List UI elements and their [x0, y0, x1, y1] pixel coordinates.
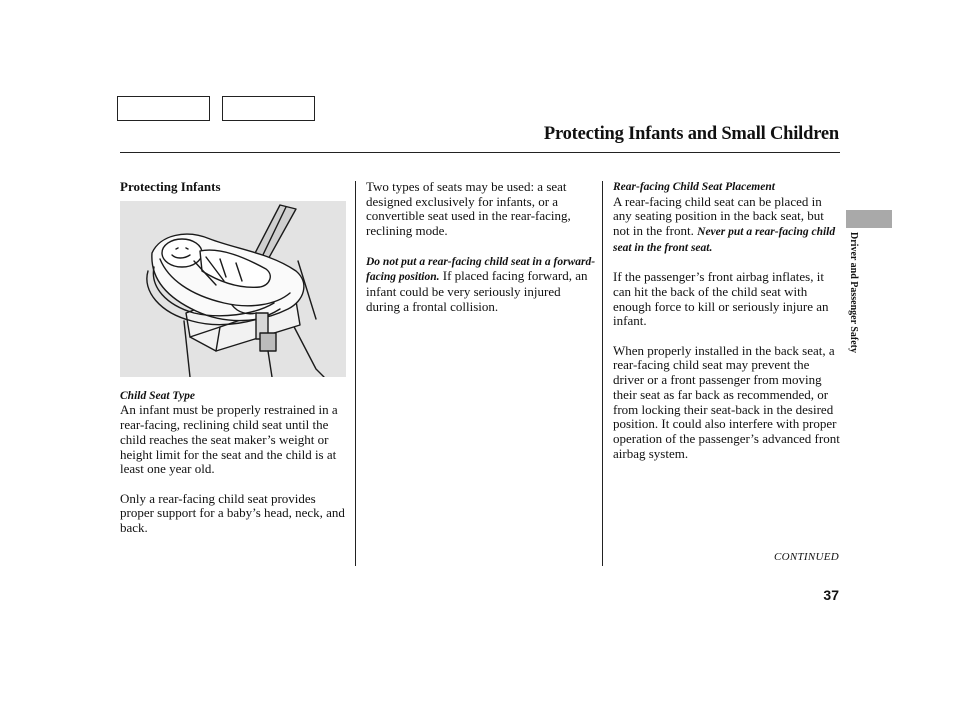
column-3	[613, 180, 841, 476]
paragraph: If the passenger’s front airbag inflates, it can hit the back of the child seat with enough force to kill or seriously injure an infant.	[613, 269, 829, 329]
paragraph: An infant must be properly restrained in a rear-facing, reclining child seat until the child reaches the seat maker’s weight or height limit for the seat and the child is at least one year old.	[120, 402, 338, 477]
column-1	[120, 180, 348, 550]
section-heading: Protecting Infants	[120, 179, 221, 194]
section-tab[interactable]	[846, 210, 892, 228]
paragraph: When properly installed in the back seat, a rear-facing child seat may prevent the driver or a front passenger from moving their seat as far back as recommended, or from locking their seat-back in the desired position. It could also interfere with proper operation of the passenger’s advanced front airbag system.	[613, 342, 840, 461]
warning-text: Do not put a rear-facing child seat in a forward-facing position.	[366, 255, 596, 284]
paragraph-text: A rear-facing child seat can be placed in any seating position in the back seat, but not in the front.	[613, 193, 824, 239]
nav-box-previous[interactable]	[117, 96, 210, 121]
page-number: 37	[823, 587, 839, 603]
infant-seat-illustration	[120, 201, 346, 377]
column-divider-2	[602, 181, 603, 566]
column-2	[366, 180, 596, 329]
section-label: Driver and Passenger Safety	[848, 232, 859, 354]
infant-seat-drawing	[120, 201, 346, 377]
title-rule	[120, 152, 840, 153]
subheading-child-seat-type: Child Seat Type	[120, 389, 195, 402]
continued-label: CONTINUED	[773, 551, 839, 563]
subheading-seat-placement: Rear-facing Child Seat Placement	[613, 181, 775, 193]
warning-paragraph	[366, 254, 596, 315]
paragraph: Two types of seats may be used: a seat designed exclusively for infants, or a convertible seat used in the rear-facing, reclining mode.	[366, 179, 571, 239]
warning-paragraph	[613, 195, 841, 256]
page-title: Protecting Infants and Small Children	[543, 124, 839, 144]
paragraph-text: If placed facing forward, an infant could be very seriously injured during a frontal collision.	[366, 268, 588, 314]
nav-box-next[interactable]	[222, 96, 315, 121]
warning-text: Never put a rear-facing child seat in the front seat.	[613, 226, 836, 254]
paragraph: Only a rear-facing child seat provides proper support for a baby’s head, neck, and back.	[120, 490, 345, 536]
column-divider-1	[355, 181, 356, 566]
